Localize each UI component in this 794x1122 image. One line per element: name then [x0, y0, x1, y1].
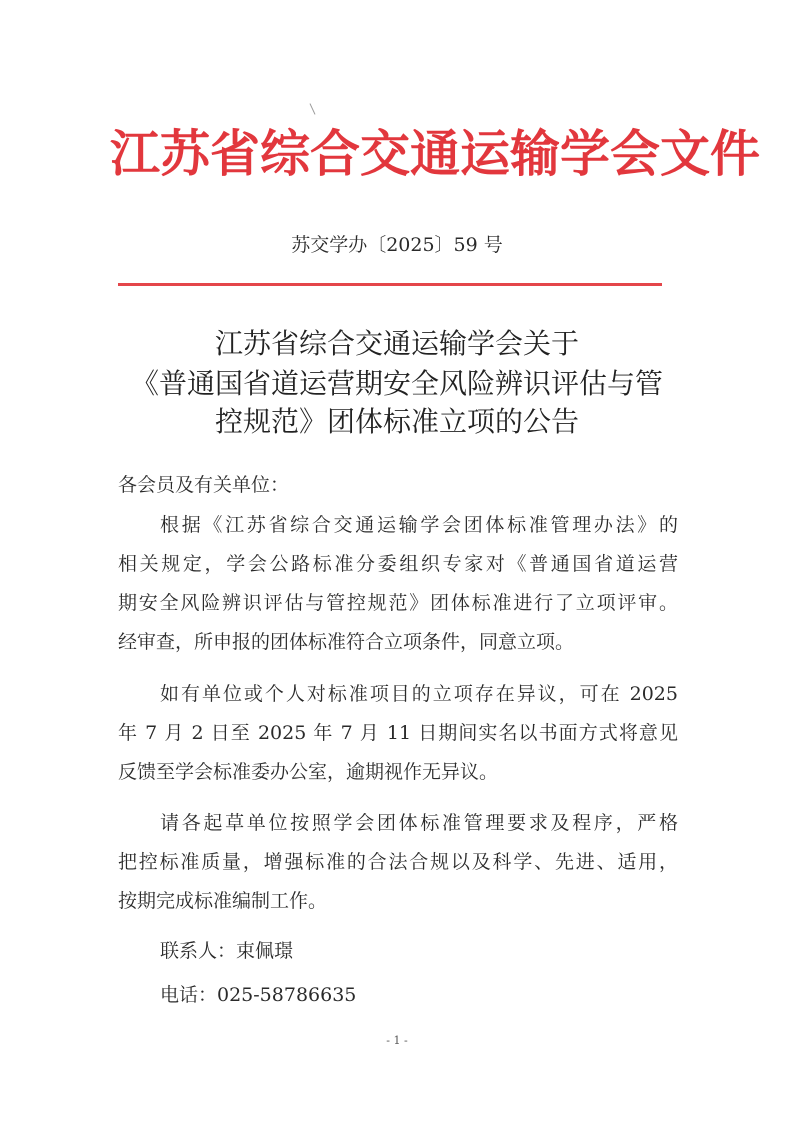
contact-phone: 电话：025-58786635 — [160, 984, 357, 1006]
paragraph-1-line-1: 根据《江苏省综合交通运输学会团体标准管理办法》的 — [160, 514, 678, 536]
document-number: 苏交学办〔2025〕59 号 — [291, 234, 503, 256]
masthead-char: 会 — [610, 124, 660, 183]
paragraph-2-line-1: 如有单位或个人对标准项目的立项存在异议，可在 2025 — [160, 683, 678, 705]
paragraph-1-line-4: 经审查，所申报的团体标准符合立项条件，同意立项。 — [118, 631, 575, 653]
title-line-1: 江苏省综合交通运输学会关于 — [214, 327, 579, 360]
masthead-char: 学 — [560, 124, 610, 183]
masthead-char: 输 — [510, 124, 560, 183]
red-divider-line — [118, 283, 662, 286]
masthead-char: 合 — [310, 124, 360, 183]
masthead-char: 通 — [410, 124, 460, 183]
title-line-3: 控规范》团体标准立项的公告 — [214, 405, 579, 438]
masthead — [110, 112, 760, 188]
paragraph-2-line-2: 年 7 月 2 日至 2025 年 7 月 11 日期间实名以书面方式将意见 — [118, 722, 678, 744]
paragraph-3-line-1: 请各起草单位按照学会团体标准管理要求及程序，严格 — [160, 812, 678, 834]
masthead-char: 件 — [710, 124, 760, 183]
masthead-char: 交 — [360, 124, 410, 183]
contact-person: 联系人：束佩璟 — [160, 940, 294, 962]
salutation: 各会员及有关单位： — [118, 474, 290, 496]
paragraph-2-line-3: 反馈至学会标准委办公室，逾期视作无异议。 — [118, 761, 499, 783]
masthead-char: 综 — [260, 124, 310, 183]
masthead-char: 江 — [110, 124, 160, 183]
paragraph-3-line-2: 把控标准质量，增强标准的合法合规以及科学、先进、适用， — [118, 851, 678, 873]
paragraph-1-line-3: 期安全风险辨识评估与管控规范》团体标准进行了立项评审。 — [118, 592, 678, 614]
title-line-2: 《普通国省道运营期安全风险辨识评估与管 — [130, 367, 663, 400]
masthead-char: 运 — [460, 124, 510, 183]
paragraph-1-line-2: 相关规定，学会公路标准分委组织专家对《普通国省道运营 — [118, 553, 678, 575]
page-number: - 1 - — [386, 1034, 408, 1047]
masthead-char: 文 — [660, 124, 710, 183]
masthead-char: 苏 — [160, 124, 210, 183]
paragraph-3-line-3: 按期完成标准编制工作。 — [118, 890, 328, 912]
masthead-char: 省 — [210, 124, 260, 183]
